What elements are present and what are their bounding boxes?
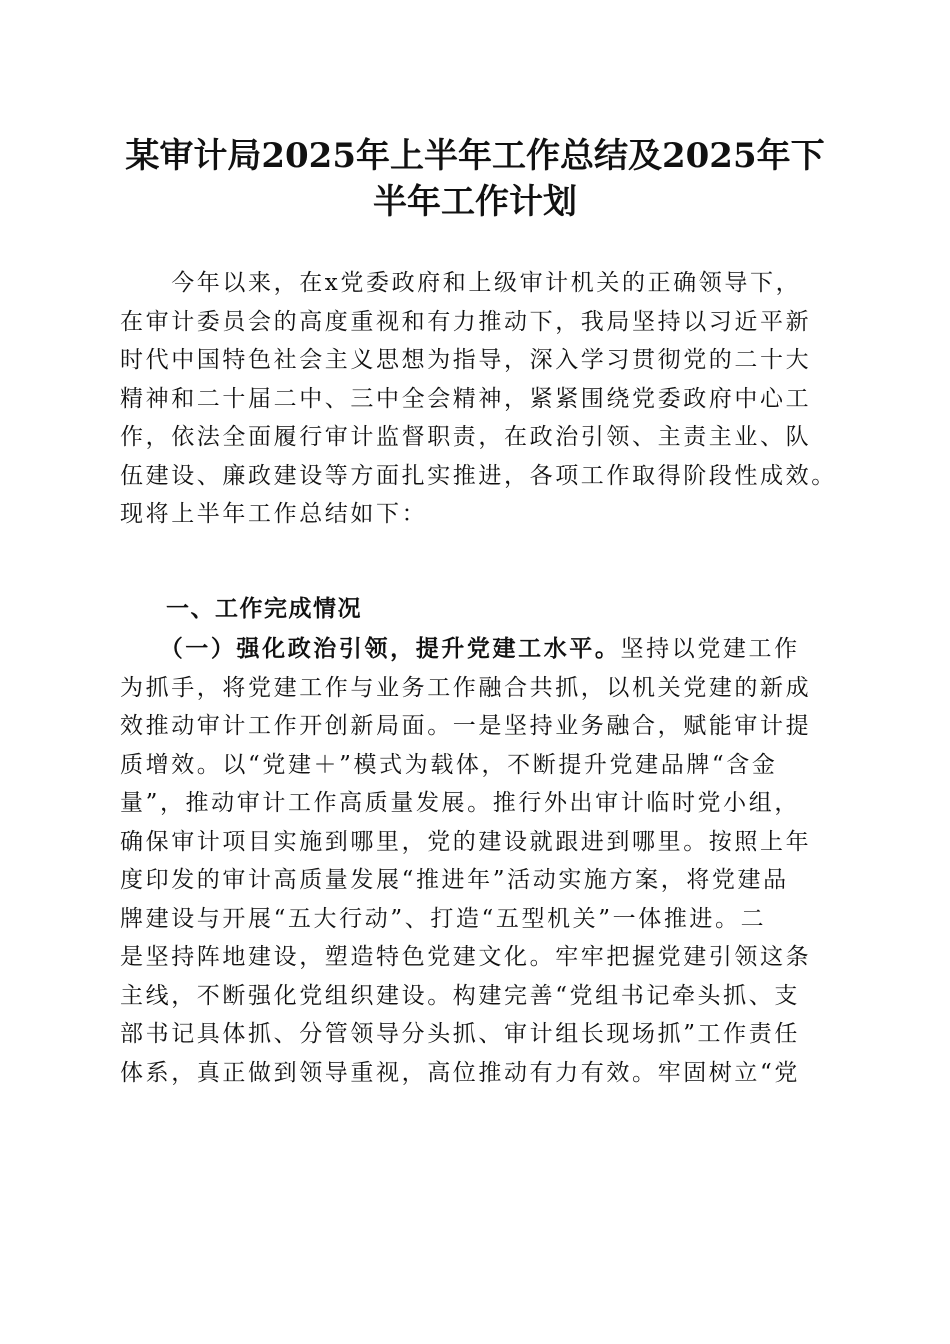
item-lead: （一）强化政治引领，提升党建工水平。 bbox=[171, 635, 621, 662]
paragraph-line: 牌建设与开展“五大行动”、打造“五型机关”一体推进。二 bbox=[120, 905, 767, 932]
paragraph-line: 现将上半年工作总结如下： bbox=[120, 501, 428, 527]
paragraph-line: 质增效。以“党建＋”模式为载体，不断提升党建品牌“含金 bbox=[120, 751, 778, 778]
paragraph-line: 度印发的审计高质量发展“推进年”活动实施方案，将党建品 bbox=[120, 867, 789, 893]
paragraph-line: 确保审计项目实施到哪里，党的建设就跟进到哪里。按照上年 bbox=[120, 828, 812, 855]
paragraph-line: 伍建设、廉政建设等方面扎实推进，各项工作取得阶段性成效。 bbox=[120, 462, 837, 489]
title-line: 某审计局2025年上半年工作总结及2025年下 bbox=[125, 136, 825, 176]
paragraph-line: 精神和二十届二中、三中全会精神，紧紧围绕党委政府中心工 bbox=[120, 385, 812, 412]
paragraph-line: 在审计委员会的高度重视和有力推动下，我局坚持以习近平新 bbox=[120, 308, 812, 335]
paragraph-line bbox=[120, 630, 830, 669]
paragraph-line: 部书记具体抓、分管领导分头抓、审计组长现场抓”工作责任 bbox=[120, 1021, 800, 1047]
paragraph-line: 作，依法全面履行审计监督职责，在政治引领、主责主业、队 bbox=[120, 424, 812, 450]
paragraph-line: 为抓手，将党建工作与业务工作融合共抓，以机关党建的新成 bbox=[120, 674, 812, 701]
paragraph-line: 时代中国特色社会主义思想为指导，深入学习贯彻党的二十大 bbox=[120, 347, 812, 373]
paragraph-line: 体系，真正做到领导重视，高位推动有力有效。牢固树立“党 bbox=[120, 1059, 800, 1086]
paragraph-line: 主线，不断强化党组织建设。构建完善“党组书记牵头抓、支 bbox=[120, 982, 800, 1009]
paragraph-line: 效推动审计工作开创新局面。一是坚持业务融合，赋能审计提 bbox=[120, 713, 812, 739]
title-line: 半年工作计划 bbox=[373, 182, 577, 222]
intro-paragraph bbox=[120, 264, 837, 534]
section-heading: 一、工作完成情况 bbox=[166, 596, 362, 622]
paragraph-line: 是坚持阵地建设，塑造特色党建文化。牢牢把握党建引领这条 bbox=[120, 944, 812, 970]
item-lead-rest: 坚持以党建工作 bbox=[620, 636, 800, 662]
document-title bbox=[100, 133, 850, 225]
paragraph-line: 今年以来，在x党委政府和上级审计机关的正确领导下， bbox=[120, 270, 802, 296]
section-paragraph bbox=[120, 630, 830, 1092]
paragraph-line: 量”，推动审计工作高质量发展。推行外出审计临时党小组， bbox=[120, 790, 800, 816]
